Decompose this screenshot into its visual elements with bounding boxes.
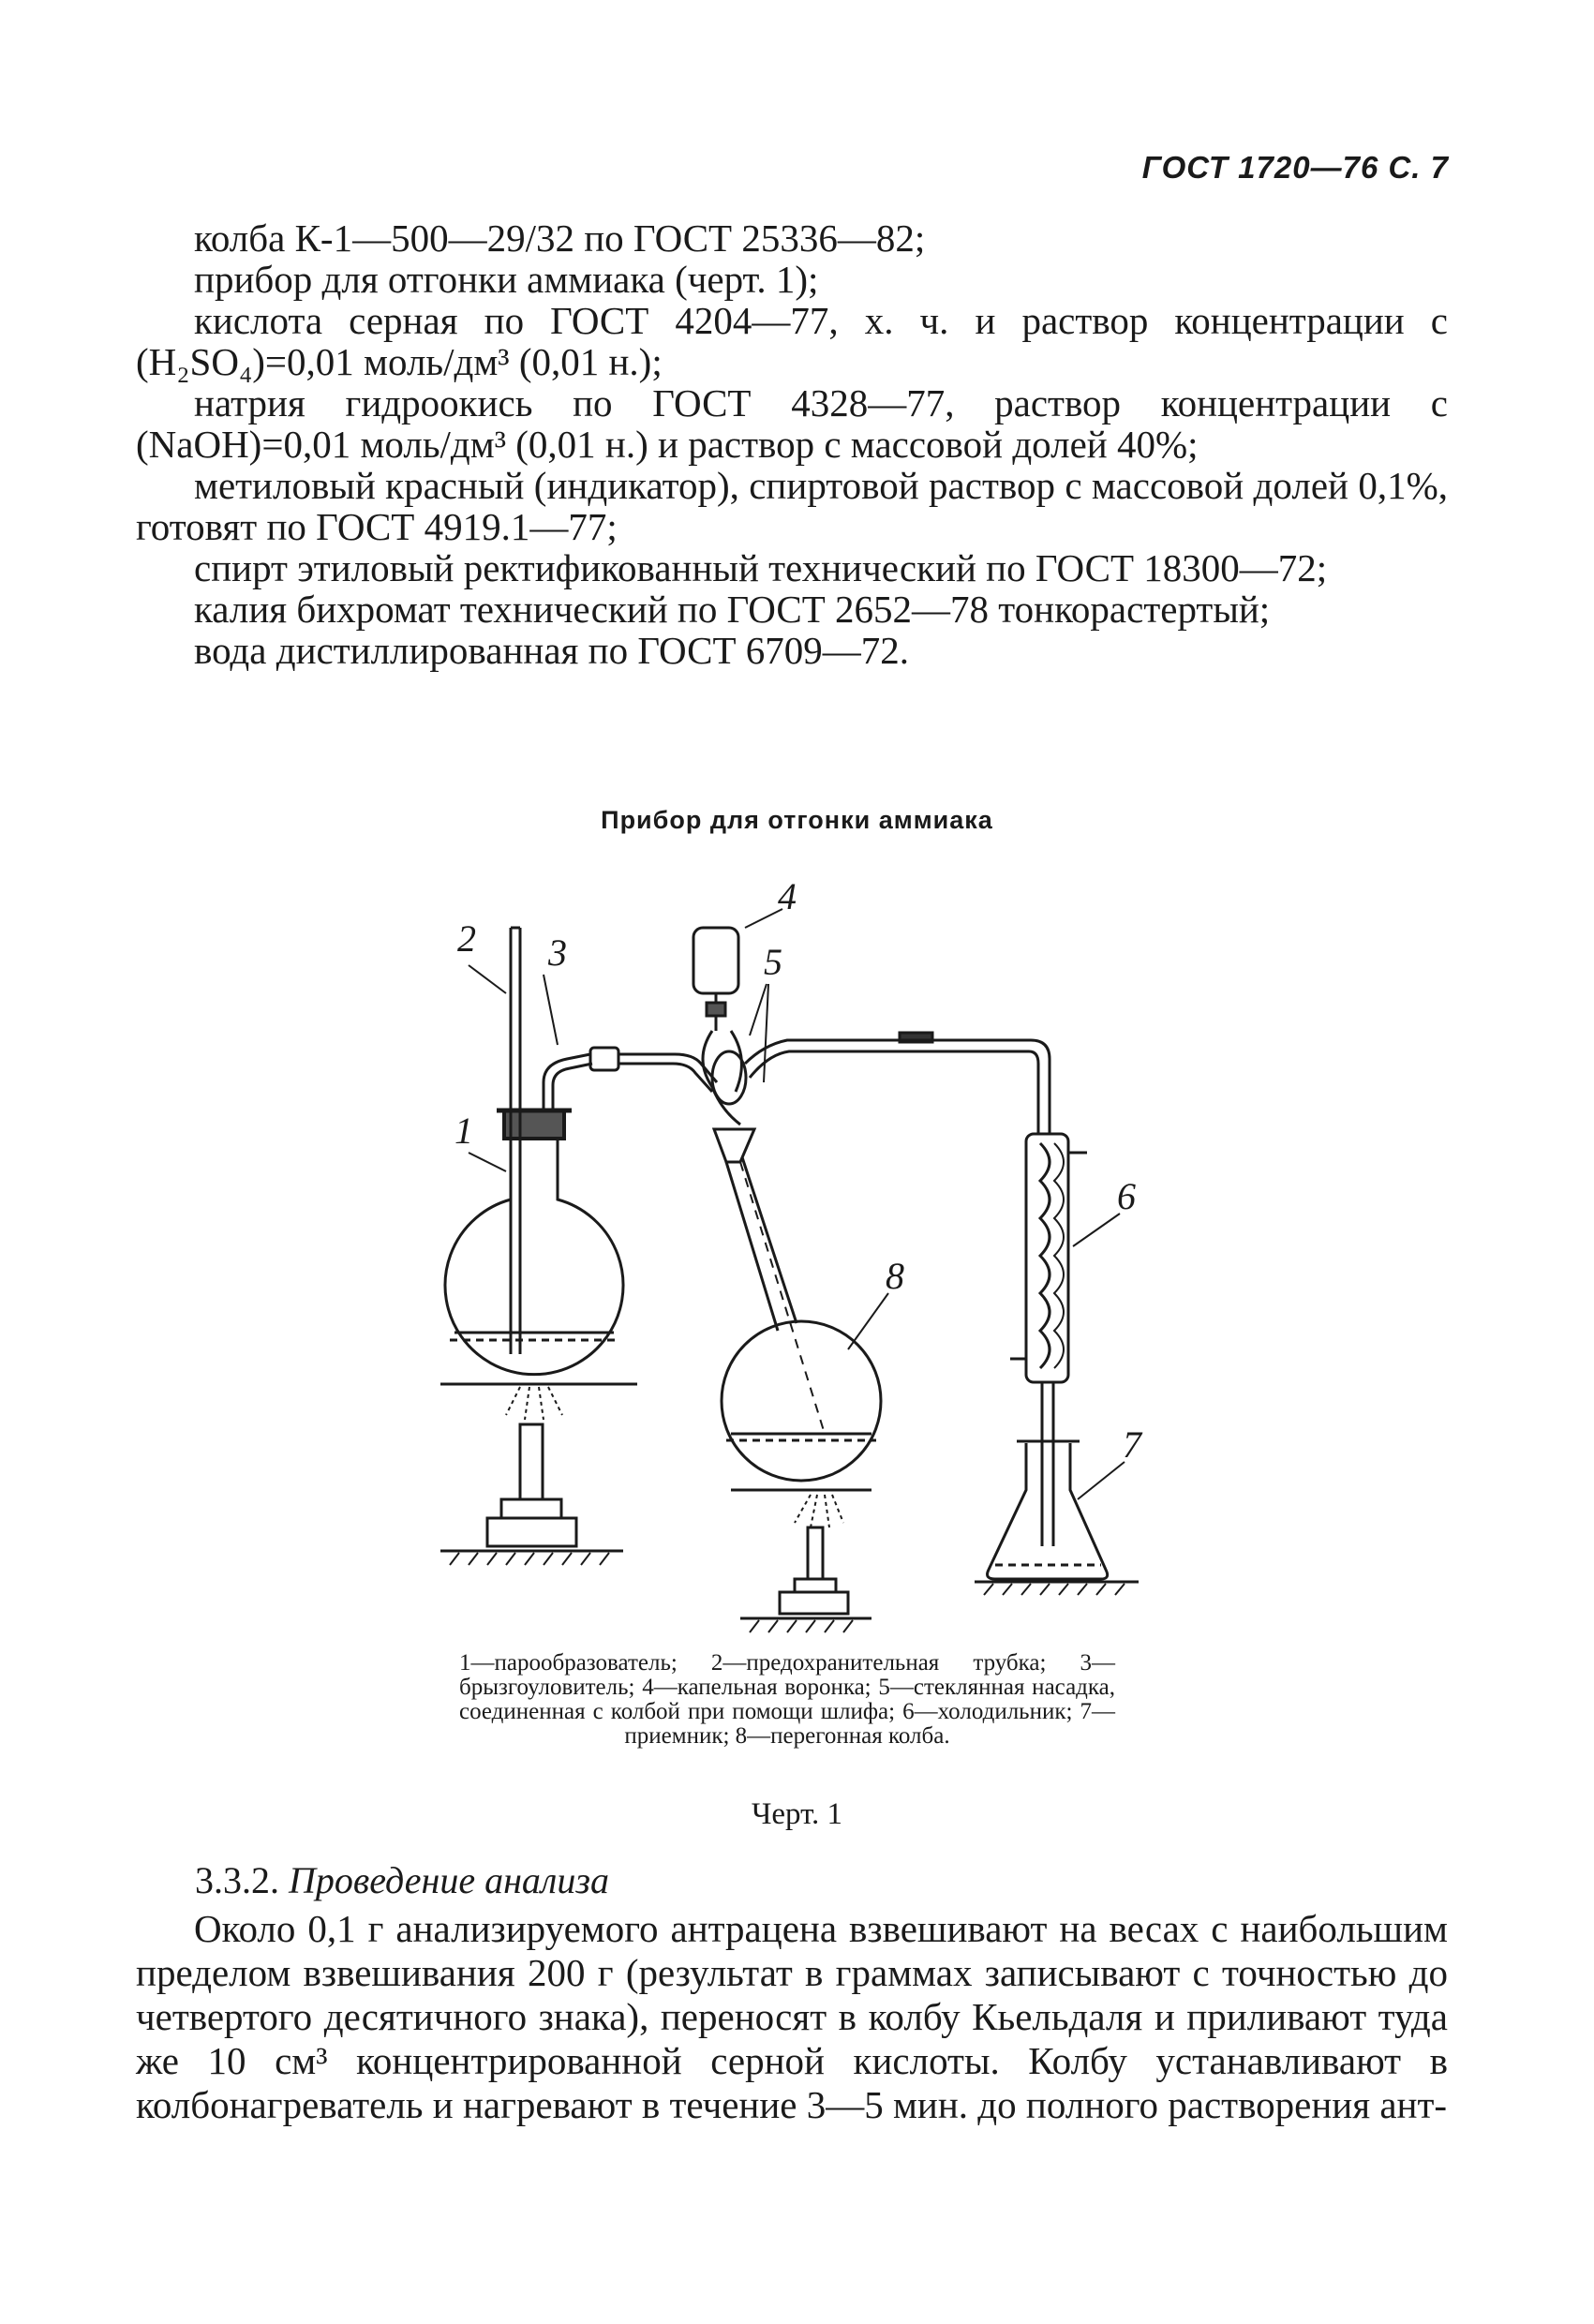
dropping-funnel: [693, 928, 738, 1031]
reagents-list: [136, 217, 1448, 671]
list-item: кислота серная по ГОСТ 4204—77, х. ч. и раствор концентрации c (H₂SO₄)=0,01 моль/дм³ (0,01 н.);: [136, 299, 1448, 383]
label-7: 7: [1123, 1423, 1141, 1466]
figure-number: Черт. 1: [751, 1797, 843, 1831]
section-number: 3.3.2.: [195, 1859, 279, 1901]
list-item: калия бихромат технический по ГОСТ 2652—78 тонкорастертый;: [194, 588, 1271, 631]
list-item: прибор для отгонки аммиака (черт. 1);: [194, 258, 819, 301]
figure-caption: 1—парообразователь; 2—предохранительная трубка; 3—брызгоуловитель; 4—капельная воронка; 5—стеклянная насадка, соединенная с колбой при помощи шлифа; 6—холодильник; 7—приемник; 8—перегонная колба.: [459, 1650, 1115, 1749]
list-item: колба К-1—500—29/32 по ГОСТ 25336—82;: [194, 216, 926, 260]
label-3: 3: [548, 931, 567, 974]
condenser: [1010, 1134, 1087, 1546]
list-item: спирт этиловый ректификованный технический по ГОСТ 18300—72;: [194, 546, 1328, 589]
list-item: метиловый красный (индикатор), спиртовой раствор с массовой долей 0,1%, готовят по ГОСТ 4919.1—77;: [136, 464, 1448, 548]
distillation-flask: [722, 1157, 881, 1481]
glass-adapter: [703, 1031, 1050, 1162]
section-title: Проведение анализа: [289, 1859, 609, 1901]
burner-center: [731, 1490, 871, 1632]
label-6: 6: [1117, 1175, 1136, 1217]
label-8: 8: [886, 1255, 904, 1297]
apparatus-drawing: [0, 872, 1594, 1640]
spray-trap: [544, 1048, 717, 1110]
label-2: 2: [457, 917, 476, 960]
receiver-flask: [975, 1441, 1139, 1595]
list-item: вода дистиллированная по ГОСТ 6709—72.: [194, 629, 910, 672]
burner-left: [440, 1384, 637, 1565]
section-heading: [195, 1858, 609, 1902]
label-4: 4: [778, 875, 797, 917]
figure-title: Прибор для отгонки аммиака: [601, 806, 993, 834]
safety-tube: [511, 928, 520, 1354]
label-1: 1: [454, 1110, 473, 1152]
analysis-paragraph: Около 0,1 г анализируемого антрацена взвешивают на весах с наибольшим пределом взвешивания 200 г (результат в граммах записывают с точностью до четвертого десятичного знака), переносят в колбу Кьельдаля и приливают туда же 10 см³ концентрированной серной кислоты. Колбу устанавливают в колбонагреватель и нагревают в течение 3—5 мин. до полного растворения ант-: [136, 1907, 1448, 2126]
label-5: 5: [764, 941, 782, 983]
page-header: ГОСТ 1720—76 С. 7: [1141, 150, 1449, 185]
list-item: натрия гидроокись по ГОСТ 4328—77, раствор концентрации c (NaOH)=0,01 моль/дм³ (0,01 н.) и раствор с массовой долей 40%;: [136, 381, 1448, 466]
